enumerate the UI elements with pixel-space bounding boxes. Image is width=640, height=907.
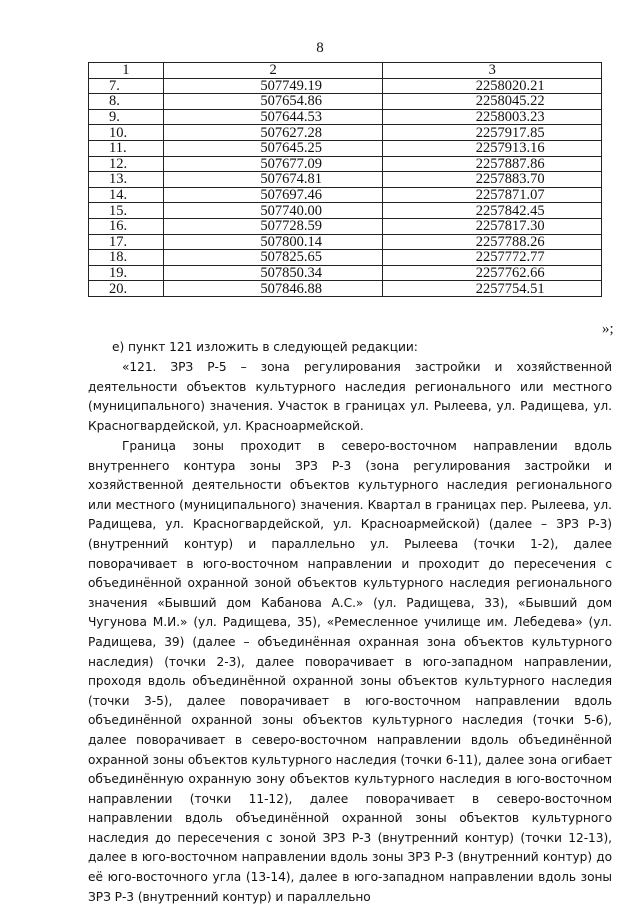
point-number-cell: 7. (89, 78, 164, 94)
subpoint-paragraph: е) пункт 121 изложить в следующей редакции: (112, 340, 418, 354)
y-coordinate-cell: 2257817.30 (383, 218, 602, 234)
table-row (89, 78, 602, 94)
table-row (89, 140, 602, 156)
paragraph-121 (88, 358, 612, 436)
point-number-cell: 14. (89, 187, 164, 203)
page-number: 8 (316, 40, 324, 56)
y-coordinate-cell: 2257883.70 (383, 172, 602, 188)
subpoint-text (88, 338, 612, 358)
x-coordinate-cell: 507654.86 (163, 94, 383, 110)
x-coordinate-cell: 507677.09 (163, 156, 383, 172)
table-row (89, 203, 602, 219)
x-coordinate-cell: 507697.46 (163, 187, 383, 203)
y-coordinate-cell: 2257887.86 (383, 156, 602, 172)
point-number-cell: 19. (89, 265, 164, 281)
x-coordinate-cell: 507740.00 (163, 203, 383, 219)
table-row (89, 94, 602, 110)
x-coordinate-cell: 507800.14 (163, 234, 383, 250)
point-number-cell: 11. (89, 140, 164, 156)
y-coordinate-cell: 2257917.85 (383, 125, 602, 141)
y-coordinate-cell: 2257788.26 (383, 234, 602, 250)
table-row (89, 109, 602, 125)
y-coordinate-cell: 2257913.16 (383, 140, 602, 156)
point-number-cell: 9. (89, 109, 164, 125)
x-coordinate-cell: 507825.65 (163, 250, 383, 266)
point-number-cell: 8. (89, 94, 164, 110)
point-number-cell: 18. (89, 250, 164, 266)
point-number-cell: 16. (89, 218, 164, 234)
y-coordinate-cell: 2257762.66 (383, 265, 602, 281)
table-row (89, 187, 602, 203)
y-coordinate-cell: 2258003.23 (383, 109, 602, 125)
y-coordinate-cell: 2257842.45 (383, 203, 602, 219)
y-coordinate-cell: 2258020.21 (383, 78, 602, 94)
table-closing-quote: »; (602, 321, 614, 337)
y-coordinate-cell: 2257754.51 (383, 281, 602, 297)
table-header-cell: 3 (383, 63, 602, 79)
coordinates-table (88, 62, 602, 297)
table-row (89, 156, 602, 172)
table-header-cell: 2 (163, 63, 383, 79)
point-number-cell: 10. (89, 125, 164, 141)
table-row (89, 234, 602, 250)
x-coordinate-cell: 507850.34 (163, 265, 383, 281)
table-row (89, 250, 602, 266)
table-row (89, 125, 602, 141)
x-coordinate-cell: 507674.81 (163, 172, 383, 188)
x-coordinate-cell: 507846.88 (163, 281, 383, 297)
paragraph-text: «121. ЗРЗ Р-5 – зона регулирования застройки и хозяйственной деятельности объектов культурного наследия регионального или местного (муниципального) значения. Участок в границах ул. Рылеева, ул. Радищева, ул. Красногвардейской, ул. Красноармейской. (88, 360, 612, 433)
table-row (89, 172, 602, 188)
point-number-cell: 12. (89, 156, 164, 172)
table-header-cell: 1 (89, 63, 164, 79)
x-coordinate-cell: 507644.53 (163, 109, 383, 125)
table-body (89, 78, 602, 296)
point-number-cell: 17. (89, 234, 164, 250)
y-coordinate-cell: 2257772.77 (383, 250, 602, 266)
y-coordinate-cell: 2258045.22 (383, 94, 602, 110)
table-row (89, 281, 602, 297)
paragraph-text: Граница зоны проходит в северо-восточном направлении вдоль внутреннего контура зоны ЗРЗ Р-3 (зона регулирования застройки и хозяйственной деятельности объектов культурного наследия регионального или местного (муниципального) значения. Квартал в границах пер. Рылеева, ул. Радищева, ул. Красногвардейской, ул. Красноармейской) (далее – ЗРЗ Р-3) (внутренний контур) и параллельно ул. Рылеева (точки 1-2), далее поворачивает в юго-восточном направлении и проходит до пересечения с объединённой охранной зоной объектов культурного наследия регионального значения «Бывший дом Кабанова А.С.» (ул. Радищева, 33), «Бывший дом Чугунова М.И.» (ул. Радищева, 35), «Ремесленное училище им. Лебедева» (ул. Радищева, 39) (далее – объединённая охранная зона объектов культурного наследия) (точки 2-3), далее поворачивает в юго-западном направлении, проходя вдоль объединённой охранной зоны объектов культурного наследия (точки 3-5), далее поворачивает в юго-восточном направлении вдоль объединённой охранной зоны объектов культурного наследия (точки 5-6), далее поворачивает в северо-восточном направлении вдоль объединённой охранной зоны объектов культурного наследия (точки 6-11), далее зона огибает объединённую охранную зону объектов культурного наследия в юго-восточном направлении (точки 11-12), далее поворачивает в северо-восточном направлении вдоль объединённой охранной зоны объектов культурного наследия до пересечения с зоной ЗРЗ Р-3 (внутренний контур) (точки 12-13), далее в юго-восточном направлении вдоль зоны ЗРЗ Р-3 (внутренний контур) до её юго-восточного угла (13-14), далее в юго-западном направлении вдоль зоны ЗРЗ Р-3 (внутренний контур) и параллельно (88, 439, 612, 904)
x-coordinate-cell: 507645.25 (163, 140, 383, 156)
paragraph-boundary (88, 437, 612, 907)
x-coordinate-cell: 507728.59 (163, 218, 383, 234)
x-coordinate-cell: 507749.19 (163, 78, 383, 94)
point-number-cell: 20. (89, 281, 164, 297)
y-coordinate-cell: 2257871.07 (383, 187, 602, 203)
x-coordinate-cell: 507627.28 (163, 125, 383, 141)
table-row (89, 218, 602, 234)
point-number-cell: 15. (89, 203, 164, 219)
table-header-row (89, 63, 602, 79)
table-row (89, 265, 602, 281)
point-number-cell: 13. (89, 172, 164, 188)
